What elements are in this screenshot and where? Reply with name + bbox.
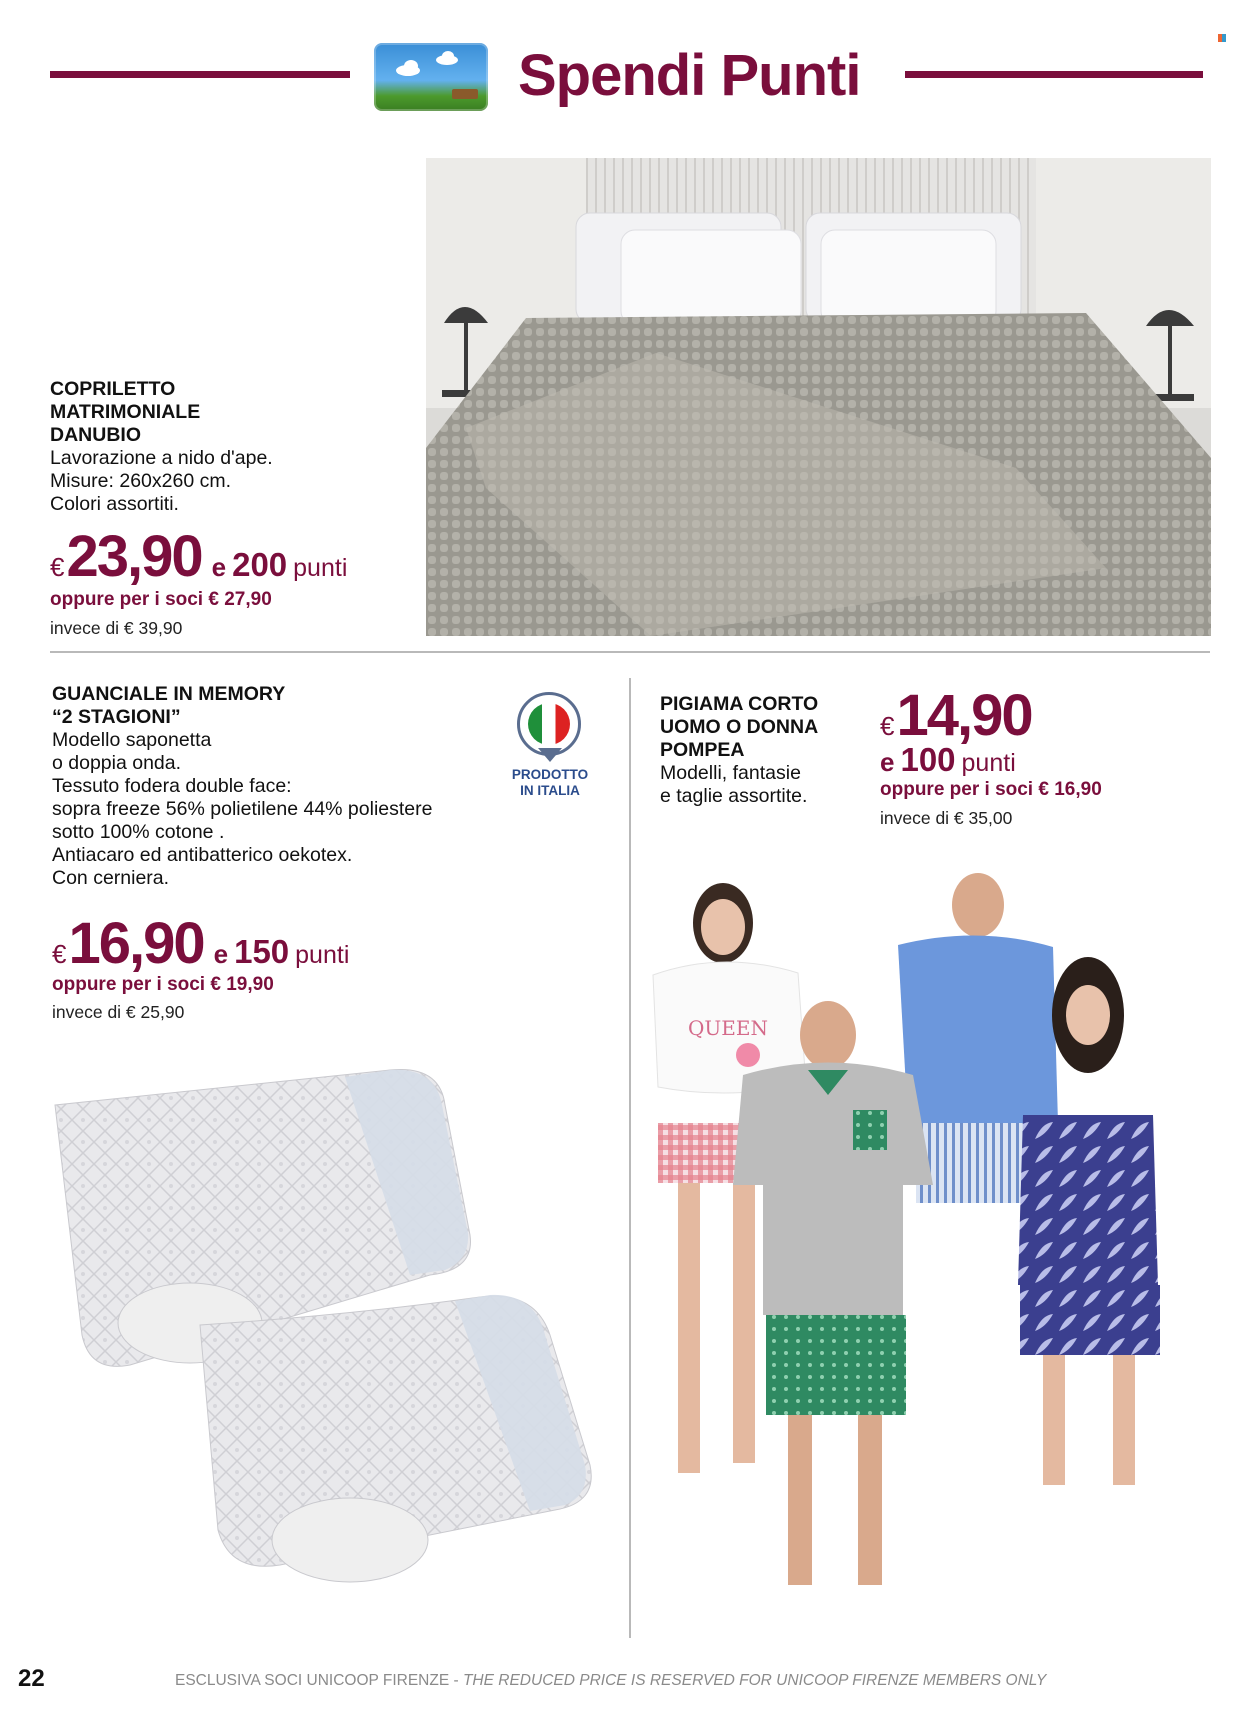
guanciale-price [52,911,350,976]
italy-flag-pin-icon [517,692,581,756]
points-number: 100 [900,741,956,778]
memory-pillows-photo [50,1065,620,1625]
title-line: DANUBIO [50,424,141,446]
guanciale-block [52,683,522,890]
bedspread-illustration [426,158,1211,636]
footer-disclaimer [175,1672,1046,1690]
copriletto-title [50,378,420,447]
points-amount [212,546,288,584]
points-number: 200 [232,546,288,583]
title-line: POMPEA [660,739,745,761]
pigiama-soci-price: oppure per i soci € 16,90 [880,779,1102,800]
copriletto-description [50,447,420,516]
points-prefix: e [211,552,227,582]
desc-line: o doppia onda. [52,752,182,774]
copriletto-block [50,378,420,516]
title-line: UOMO O DONNA [660,716,819,738]
pigiama-points [880,741,1016,779]
footer-text-italic: THE REDUCED PRICE IS RESERVED FOR UNICOOP FIRENZE MEMBERS ONLY [462,1672,1047,1689]
guanciale-description [52,729,522,890]
title-line: GUANCIALE IN MEMORY [52,683,286,705]
pigiama-title [660,693,880,762]
page-title: Spendi Punti [518,43,861,108]
guanciale-title [52,683,522,729]
pajama-illustration [648,855,1218,1635]
desc-line: Modello saponetta [52,729,212,751]
pigiama-block [660,693,880,808]
pin-tip [538,748,562,762]
pillows-illustration [50,1065,620,1625]
desc-line: sopra freeze 56% polietilene 44% poliestere [52,798,433,820]
points-number: 150 [234,933,290,970]
price-value: 14,90 [896,683,1032,748]
copriletto-invece-price: invece di € 39,90 [50,618,183,638]
badge-line: PRODOTTO [511,767,589,782]
points-label: punti [295,941,350,969]
pigiama-invece-price: invece di € 35,00 [880,808,1013,828]
title-line: COPRILETTO [50,378,176,400]
badge-line: IN ITALIA [520,783,580,798]
made-in-italy-badge [500,767,600,799]
price-value: 16,90 [68,911,204,976]
footer-text-plain: ESCLUSIVA SOCI UNICOOP FIRENZE - [175,1672,463,1689]
meadow-sky-logo-icon [374,43,488,111]
desc-line: Misure: 260x260 cm. [50,470,231,492]
title-line: “2 STAGIONI” [52,706,181,728]
column-divider [629,678,631,1638]
copriletto-price [50,524,348,589]
desc-line: Colori assortiti. [50,493,179,515]
title-line: PIGIAMA CORTO [660,693,819,715]
currency-symbol: € [880,711,895,741]
currency-symbol: € [52,939,67,969]
desc-line: Con cerniera. [52,867,170,889]
pajama-models-photo [648,855,1218,1635]
bedspread-photo [426,158,1211,636]
pigiama-price [880,683,1032,748]
points-prefix: e [213,939,229,969]
desc-line: Modelli, fantasie [660,762,801,784]
desc-line: Tessuto fodera double face: [52,775,292,797]
points-label: punti [961,749,1016,777]
points-label: punti [293,554,348,582]
section-divider [50,651,1210,653]
copriletto-soci-price: oppure per i soci € 27,90 [50,589,272,610]
page-number: 22 [18,1665,45,1692]
header-rule-left [50,71,350,78]
title-line: MATRIMONIALE [50,401,201,423]
points-amount [880,741,956,779]
svg-text:QUEEN: QUEEN [688,1016,768,1040]
currency-symbol: € [50,552,65,582]
desc-line: sotto 100% cotone . [52,821,225,843]
guanciale-soci-price: oppure per i soci € 19,90 [52,974,274,995]
points-amount [214,933,290,971]
guanciale-invece-price: invece di € 25,90 [52,1002,185,1022]
desc-line: e taglie assortite. [660,785,808,807]
corner-mark-icon [1218,34,1226,42]
desc-line: Lavorazione a nido d'ape. [50,447,273,469]
header-rule-right [905,71,1203,78]
points-prefix: e [880,747,895,777]
desc-line: Antiacaro ed antibatterico oekotex. [52,844,353,866]
pigiama-description [660,762,880,808]
price-value: 23,90 [66,524,202,589]
